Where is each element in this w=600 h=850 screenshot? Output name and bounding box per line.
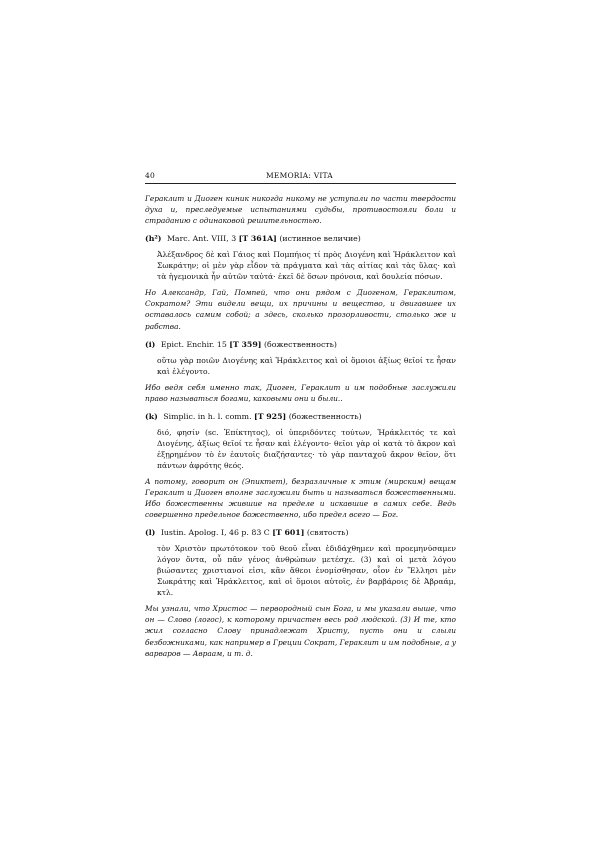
greek-text: διό, φησίν (sc. Ἐπίκτητος), οἱ ὑπεριδόντες τούτων, Ἡράκλειτός τε καὶ Διογένης, ἀξίως θεῖοί τε ἦσαν καὶ ἐλέγοντο· θεῖοι γὰρ οἱ κατὰ τὸ ἄκρον καὶ ἐξῃρημένον τὸ ἐν ἑαυτοῖς διαζήσαντες· τὸ γὰρ πανταχοῦ ἄκρον θεῖον, ὅτι πάντων ἀφρότης θεός.: [157, 427, 456, 470]
entry-label: (l): [145, 528, 156, 538]
book-page: [145, 171, 456, 659]
running-title: MEMORIA: VITA: [266, 171, 333, 180]
entry-source: Epict. Enchir. 15: [160, 339, 227, 349]
greek-text: τὸν Χριστὸν πρωτότοκον τοῦ θεοῦ εἶναι ἐδιδάχθημεν καὶ προεμηνύσαμεν λόγον ὄντα, οὗ πᾶν γένος ἀνθρώπων μετέσχε. (3) καὶ οἱ μετὰ λόγου βιώσαντες χριστιανοί εἰσι, κἂν ἄθεοι ἐνομίσθησαν, οἷον ἐν Ἕλλησι μὲν Σωκράτης καὶ Ἡράκλειτος, καὶ οἱ ὅμοιοι αὐτοῖς, ἐν βαρβάροις δὲ Ἀβραάμ, κτλ.: [157, 544, 456, 598]
entry-ref: [T 361A]: [238, 234, 277, 244]
entry-h2: [145, 234, 456, 244]
entry-note: (святость): [306, 528, 349, 538]
running-header: [145, 171, 456, 184]
translation-text: Ибо ведя себя именно так, Диоген, Гераклит и им подобные заслужили право называться богами, каковыми они и были..: [145, 382, 456, 403]
entry-note: (божественность): [288, 411, 362, 421]
entry-ref: [T 925]: [254, 411, 287, 421]
intro-translation: Гераклит и Диоген киник никогда никому не уступали по части твердости духа и, преследуемые испытаниями судьбы, противостояли боли и страданию с одинаковой решительностью.: [145, 194, 456, 226]
entry-ref: [T 359]: [229, 339, 262, 349]
translation-text: А потому, говорит он (Эпиктет), безразличные к этим (мирским) вещам Гераклит и Диоген вполне заслужили быть и называться божественными. Ибо божественны жившие на пределе и искавшие в самих себе. Ведь совершенно предельное божественно, ибо предел всего — Бог.: [145, 476, 456, 520]
greek-text: Ἀλέξανδρος δὲ καὶ Γάιος καὶ Πομπήιος τί πρὸς Διογένη καὶ Ἡράκλειτον καὶ Σωκράτην; οἱ μὲν γὰρ εἶδον τὰ πράγματα καὶ τὰς αἰτίας καὶ τὰς ὕλας· καὶ τὰ ἡγεμονικὰ ἦν αὐτῶν ταὐτά· ἐκεῖ δὲ ὅσων πρόνοια, καὶ δουλεία πόσων.: [157, 250, 456, 282]
entry-l: [145, 528, 456, 538]
entry-label: (h²): [145, 234, 162, 244]
entry-source: Marc. Ant. VIII, 3: [166, 234, 237, 244]
entry-note: (божественность): [263, 339, 337, 349]
entry-ref: [T 601]: [272, 528, 305, 538]
entry-note: (истинное величие): [279, 234, 361, 244]
entry-label: (i): [145, 339, 156, 349]
entry-k: [145, 412, 456, 422]
entry-label: (k): [145, 411, 158, 421]
page-number: 40: [145, 171, 155, 180]
translation-text: Но Александр, Гай, Помпей, что они рядом с Диогеном, Гераклитом, Сократом? Эти видели вещи, их причины и вещество, и двигавшее их оставалось самим собой; а здесь, сколько прозорливости, столько же и рабства.: [145, 288, 456, 331]
entry-i: [145, 340, 456, 350]
translation-text: Мы узнали, что Христос — первородный сын Бога, и мы указали выше, что он — Слово (логос), к которому причастен весь род людской. (3) И те, кто жил согласно Слову принадлежат Христу, пусть они и слыли безбожниками, как например в Греции Сократ, Гераклит и им подобные, а у варваров — Авраам, и т. д.: [145, 604, 456, 658]
entry-source: Iustin. Apolog. I, 46 p. 83 C: [160, 528, 270, 538]
greek-text: οὕτω γὰρ ποιῶν Διογένης καὶ Ἡράκλειτος καὶ οἱ ὅμοιοι ἀξίως θεῖοί τε ἦσαν καὶ ἐλέγοντο.: [157, 355, 456, 376]
entry-source: Simplic. in h. l. comm.: [163, 411, 252, 421]
